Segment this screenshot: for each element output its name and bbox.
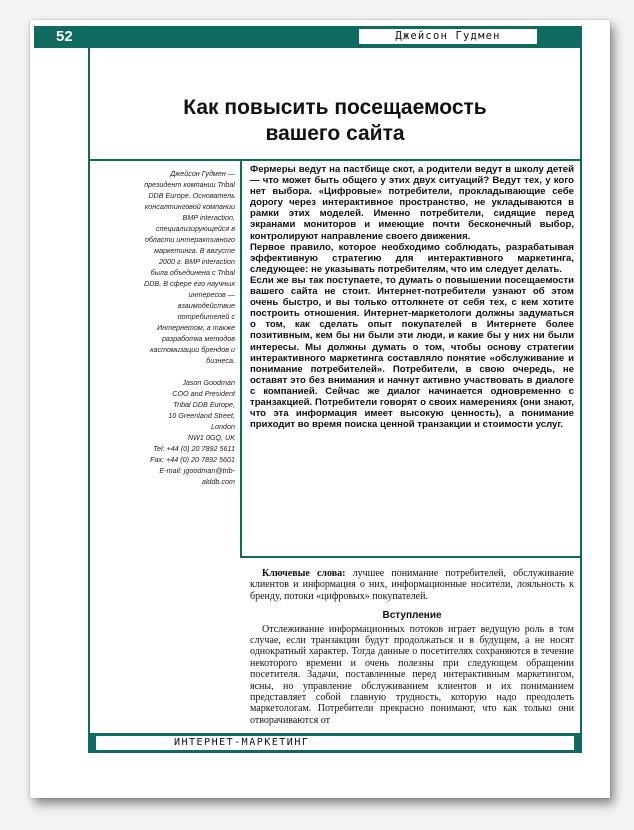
keywords-label: Ключевые слова: xyxy=(262,568,346,579)
contact-line: Tel: +44 (0) 20 7892 5611 xyxy=(153,444,235,453)
lead-text xyxy=(250,164,574,430)
body-text xyxy=(250,568,574,726)
bio-line: была объединена с Tribal xyxy=(150,268,235,277)
section-name: ИНТЕРНЕТ-МАРКЕТИНГ xyxy=(96,736,574,750)
contact-line: E-mail: jgoodman@trib- xyxy=(159,466,235,475)
author-sidebar xyxy=(94,168,235,487)
article-title-line-2: вашего сайта xyxy=(265,122,405,145)
contact-line: Fax: +44 (0) 20 7892 5601 xyxy=(150,455,235,464)
bio-line: BMP interaction, xyxy=(182,213,235,222)
article-frame xyxy=(88,48,582,753)
title-divider xyxy=(90,159,580,161)
bio-line: разработка методов xyxy=(161,334,235,343)
bio-line: интересов — xyxy=(188,290,235,299)
contact-line: Jason Goodman xyxy=(182,378,235,387)
section-title: Вступление xyxy=(382,610,442,622)
contact-line: London xyxy=(211,422,235,431)
page-number: 52 xyxy=(56,28,73,45)
article-title-line-1: Как повысить посещаемость xyxy=(183,96,487,119)
column-divider xyxy=(240,161,242,558)
bio-line: специализирующейся в xyxy=(155,224,235,233)
contact-line: COO and President xyxy=(172,389,235,398)
bio-line: 2000 г. BMP interaction xyxy=(159,257,235,266)
running-header-author: Джейсон Гудмен xyxy=(359,29,537,44)
bio-line: Интернетом, а также xyxy=(156,323,235,332)
keywords-text: лучшее понимание потребителей, обслуживание клиентов и информация о них, информационные носители, лояльность к бренду, потоки «цифровых» покупателей. xyxy=(250,568,574,602)
contact-line: NW1 0GQ, UK xyxy=(187,433,235,442)
bio-line: кастомизации брендов и xyxy=(150,345,235,354)
lead-divider xyxy=(240,556,580,558)
lead-paragraph: Фермеры ведут на пастбище скот, а родители ведут в школу детей — что может быть общего у этих двух ситуаций? Ведут тех, у кого нет выбора. «Цифровые» потребители, прокладывающие себе дорогу через интерактивное пространство, не укладываются в рамки этих моделей. Именно потребители, сидящие перед экранами мониторов и имеющие почти бесконечный выбор, контролируют направление своего движения. xyxy=(250,164,574,242)
header-band xyxy=(34,26,582,48)
bio-line: бизнеса. xyxy=(206,356,235,365)
bio-line: Джейсон Гудмен — xyxy=(170,169,235,178)
article-title xyxy=(90,95,580,147)
lead-paragraph: Если же вы так поступаете, то думать о повышении посещаемости вашего сайта не стоит. Интернет-потребители узнают об этом очень быстро, и вы только оттолкнете от себя тех, с кем хотите построить отношения. Интернет-маркетологи должны задуматься о том, как сделать опыт покупателей в Интернете более позитивным, кем бы ни были эти люди, и какие бы у них ни были интересы. Мы должны думать о том, чтобы основу стратегии интерактивного маркетинга составляло понятие «обслуживание и понимание потребителей». Потребители, в свою очередь, не оставят это без внимания и начнут активно участвовать в диалоге с компанией. Сейчас же диалог начинается одновременно с транзакцией. Потребители говорят о своих намерениях (они знают, что эта информация имеет высокую ценность), а понимание приходит во время поиска ценной транзакции и стоимости услуг. xyxy=(250,274,574,431)
bio-line: консалтинговой компании xyxy=(144,202,235,211)
contact-line: 10 Greenland Street, xyxy=(168,411,235,420)
contact-line: alddb.com xyxy=(201,477,235,486)
lead-paragraph: Первое правило, которое необходимо соблюдать, разрабатывая эффективную стратегию для интерактивного маркетинга, следующее: не указывать потребителям, что им следует делать. xyxy=(250,241,574,275)
bio-line: DDB Europe. Основатель xyxy=(148,191,235,200)
bio-line: взаимодействие xyxy=(177,301,235,310)
title-area xyxy=(90,48,580,159)
footer-band xyxy=(88,733,582,753)
bio-line: президент компании Tribal xyxy=(144,180,235,189)
bio-line: маркетинга. В августе xyxy=(154,246,235,255)
bio-line: области интерактивного xyxy=(144,235,235,244)
body-paragraph: Отслеживание информационных потоков играет ведущую роль в том случае, если транзакции будут продолжаться и в будущем, а не носят однократный характер. Тогда данные о посетителях сохраняются в течение некоторого времени и очень полезны при следующем обращении посетителя. Задачи, поставленные перед интерактивным маркетингом, ясны, но управление обслуживанием клиентов и их пониманием представляет собой главную трудность, которую надо преодолеть маркетологам. Потребители прекрасно понимают, что как только они отворачиваются от xyxy=(250,623,574,726)
contact-line: Tribal DDB Europe, xyxy=(173,400,235,409)
bio-line: потребителей с xyxy=(177,312,235,321)
bio-line: DDB. В сфере его научных xyxy=(144,279,235,288)
keywords xyxy=(250,568,574,602)
magazine-page xyxy=(30,20,610,798)
